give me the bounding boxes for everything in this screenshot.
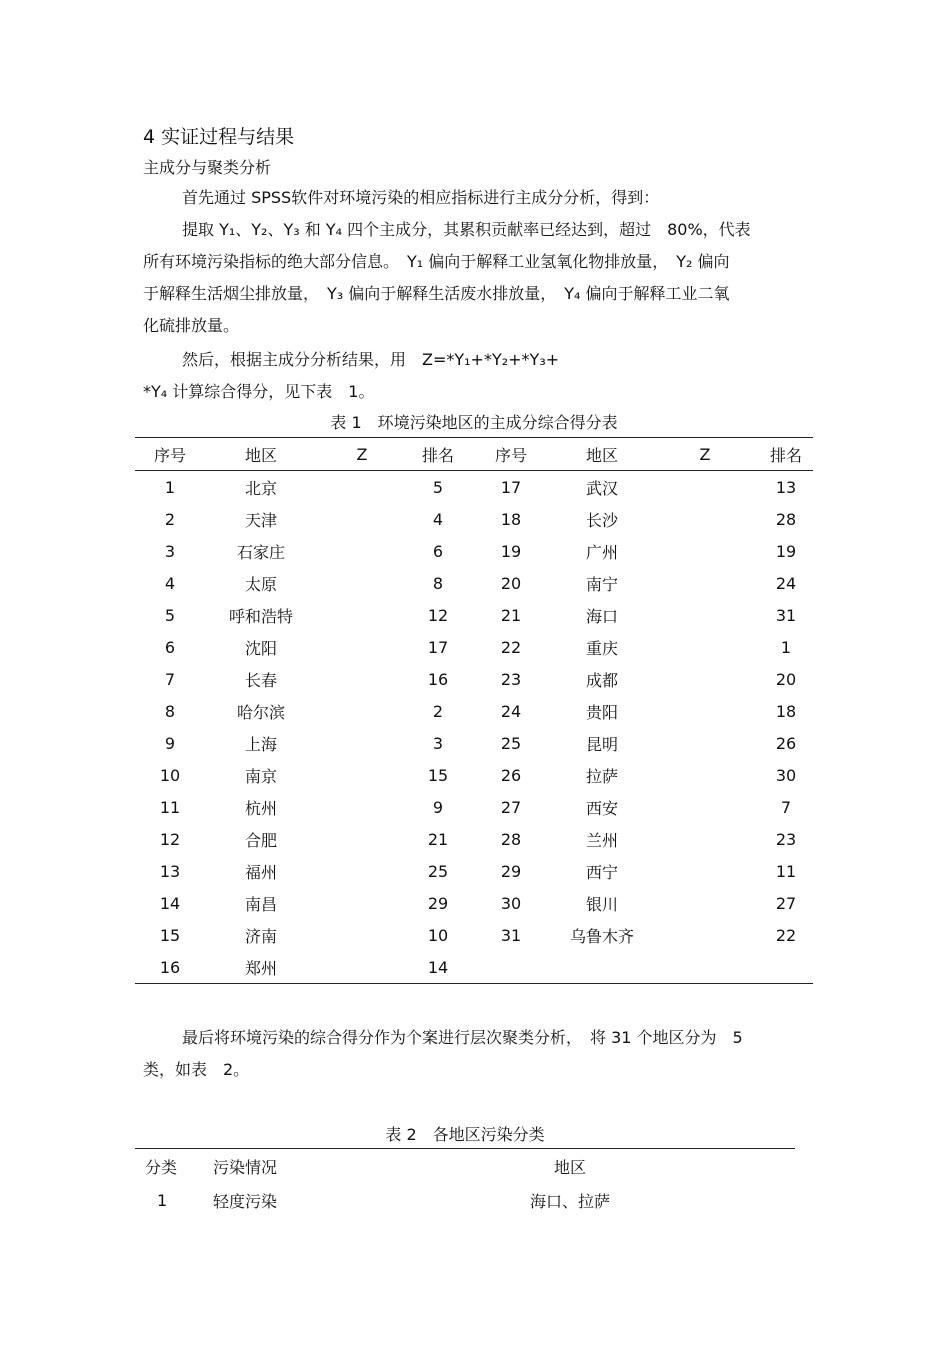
- table-cell: 29: [427, 893, 449, 913]
- table-row: [135, 1183, 795, 1217]
- table-cell: 乌鲁木齐: [569, 926, 634, 946]
- table-row: [135, 631, 813, 663]
- paragraph-line: 所有环境污染指标的绝大部分信息。 Y₁ 偏向于解释工业氢氧化物排放量， Y₂ 偏向: [143, 252, 730, 271]
- table-cell: [651, 823, 759, 855]
- table-cell: 15: [427, 765, 449, 785]
- paragraph-line: *Y₄ 计算综合得分，见下表 1。: [143, 382, 375, 401]
- paragraph-line: 然后，根据主成分分析结果，用 Z=*Y₁+*Y₂+*Y₃+: [182, 350, 560, 369]
- table-cell: 贵阳: [585, 702, 618, 722]
- table-cell: 30: [775, 765, 797, 785]
- table-cell: 成都: [585, 670, 618, 690]
- table-row: [135, 599, 813, 631]
- table-cell: [651, 951, 759, 984]
- table-cell: 郑州: [244, 958, 277, 978]
- table-cell: 重庆: [585, 638, 618, 658]
- table-cell: [651, 727, 759, 759]
- section-heading: 4 实证过程与结果: [143, 126, 295, 148]
- table-cell: 海口、拉萨: [529, 1191, 610, 1211]
- table-row: [135, 727, 813, 759]
- table-cell: 27: [500, 797, 522, 817]
- table-body: [135, 471, 813, 984]
- table-cell: 28: [775, 509, 797, 529]
- table-cell: 7: [780, 797, 792, 817]
- table-cell: [651, 663, 759, 695]
- table-row: [135, 695, 813, 727]
- table-cell: 31: [500, 925, 522, 945]
- table-row: [135, 759, 813, 791]
- table-cell: 4: [164, 573, 176, 593]
- table-cell: 石家庄: [236, 542, 285, 562]
- table-body: [135, 1183, 795, 1217]
- table-cell: 10: [159, 765, 181, 785]
- table-cell: 12: [427, 605, 449, 625]
- table-row: [135, 855, 813, 887]
- table-cell: [651, 919, 759, 951]
- table-cell: [651, 535, 759, 567]
- table-cell: [651, 503, 759, 535]
- table-cell: 长沙: [585, 510, 618, 530]
- table-cell: 30: [500, 893, 522, 913]
- table-cell: 25: [500, 733, 522, 753]
- table-cell: [651, 599, 759, 631]
- table-header-row: [135, 1149, 795, 1184]
- paragraph-cluster: [143, 1022, 808, 1086]
- table-cell: 17: [500, 477, 522, 497]
- paragraph-formula: [143, 344, 808, 408]
- table-cell: 6: [164, 637, 176, 657]
- table-cell: 16: [159, 957, 181, 977]
- table-cell: 5: [164, 605, 176, 625]
- table-cell: [317, 471, 407, 504]
- table-cell: 25: [427, 861, 449, 881]
- table-cell: [317, 727, 407, 759]
- table-row: [135, 567, 813, 599]
- table-cell: 广州: [585, 542, 618, 562]
- table-cell: 14: [159, 893, 181, 913]
- table-cell: 14: [427, 957, 449, 977]
- table-cell: [317, 951, 407, 984]
- table-cell: 上海: [244, 734, 277, 754]
- table-cell: 武汉: [585, 478, 618, 498]
- table-cell: 1: [164, 477, 176, 497]
- table-cell: [759, 951, 813, 984]
- table-cell: [317, 567, 407, 599]
- table-cell: 拉萨: [585, 766, 618, 786]
- table-cell: 西宁: [585, 862, 618, 882]
- table-cell: 西安: [585, 798, 618, 818]
- table-cell: [651, 631, 759, 663]
- table-cell: 24: [500, 701, 522, 721]
- table-cell: 北京: [244, 478, 277, 498]
- table-cell: 22: [775, 925, 797, 945]
- header-cell: 地区: [585, 445, 618, 465]
- paragraph-line: 类，如表 2。: [143, 1060, 250, 1079]
- table-cell: [317, 759, 407, 791]
- table-cell: [651, 695, 759, 727]
- table-cell: 呼和浩特: [228, 606, 293, 626]
- table-cell: 22: [500, 637, 522, 657]
- table-cell: 31: [775, 605, 797, 625]
- table-cell: [317, 503, 407, 535]
- header-cell: 序号: [153, 445, 186, 465]
- table-cell: 1: [157, 1190, 168, 1210]
- table-cell: 海口: [585, 606, 618, 626]
- table-cell: 21: [427, 829, 449, 849]
- paragraph-line: 于解释生活烟尘排放量， Y₃ 偏向于解释生活废水排放量， Y₄ 偏向于解释工业二氧: [143, 284, 730, 303]
- paragraph-line: 首先通过 SPSS软件对环境污染的相应指标进行主成分分析，得到：: [182, 188, 660, 207]
- table-cell: 3: [432, 733, 444, 753]
- header-cell: 地区: [553, 1157, 586, 1177]
- table-cell: 19: [775, 541, 797, 561]
- table-row: [135, 791, 813, 823]
- table-cell: 12: [159, 829, 181, 849]
- table-cell: [651, 471, 759, 504]
- paragraph-line: 提取 Y₁、Y₂、Y₃ 和 Y₄ 四个主成分，其累积贡献率已经达到，超过 80%，代表: [182, 220, 751, 239]
- header-cell: Z: [356, 444, 368, 464]
- table-cell: [317, 887, 407, 919]
- table-cell: 2: [432, 701, 444, 721]
- table-row: [135, 823, 813, 855]
- header-cell: Z: [699, 444, 711, 464]
- paragraph-line: 化硫排放量。: [143, 316, 240, 335]
- table-cell: [317, 855, 407, 887]
- table-row: [135, 503, 813, 535]
- table-cell: 哈尔滨: [236, 702, 285, 722]
- table-cell: 南京: [244, 766, 277, 786]
- table-cell: 太原: [244, 574, 277, 594]
- table-cell: 轻度污染: [213, 1191, 278, 1211]
- table-cell: 昆明: [585, 734, 618, 754]
- table-cell: [651, 791, 759, 823]
- table-cell: [553, 951, 651, 984]
- table-cell: 南宁: [585, 574, 618, 594]
- table-cell: 29: [500, 861, 522, 881]
- table-cell: 福州: [244, 862, 277, 882]
- table-cell: 8: [432, 573, 444, 593]
- header-cell: 序号: [494, 445, 527, 465]
- table-row: [135, 663, 813, 695]
- table-cell: [317, 695, 407, 727]
- table-cell: 20: [500, 573, 522, 593]
- paragraph-intro: [143, 182, 808, 214]
- table-cell: 15: [159, 925, 181, 945]
- table-cell: 济南: [244, 926, 277, 946]
- table2-caption: 表 2 各地区污染分类: [385, 1125, 545, 1144]
- table-row: [135, 471, 813, 504]
- table-cell: 5: [432, 477, 444, 497]
- header-cell: 地区: [244, 445, 277, 465]
- table-cell: 3: [164, 541, 176, 561]
- table-cell: 13: [775, 477, 797, 497]
- table-cell: 16: [427, 669, 449, 689]
- table-cell: 10: [427, 925, 449, 945]
- table-cell: 8: [164, 701, 176, 721]
- header-cell: 排名: [421, 445, 454, 465]
- table-cell: 18: [500, 509, 522, 529]
- table-cell: 19: [500, 541, 522, 561]
- table-cell: 沈阳: [244, 638, 277, 658]
- table-cell: 兰州: [585, 830, 618, 850]
- table-cell: 20: [775, 669, 797, 689]
- classification-table: [135, 1148, 795, 1217]
- table-row: [135, 535, 813, 567]
- table-cell: 杭州: [244, 798, 277, 818]
- paragraph-line: 最后将环境污染的综合得分作为个案进行层次聚类分析， 将 31 个地区分为 5: [182, 1028, 743, 1047]
- table-cell: [651, 567, 759, 599]
- table-cell: 21: [500, 605, 522, 625]
- table-cell: 11: [775, 861, 797, 881]
- table-cell: [317, 919, 407, 951]
- table-cell: [317, 823, 407, 855]
- table-row: [135, 951, 813, 984]
- table-row: [135, 887, 813, 919]
- table-cell: [651, 855, 759, 887]
- table-cell: 4: [432, 509, 444, 529]
- table-cell: 23: [500, 669, 522, 689]
- table-cell: 合肥: [244, 830, 277, 850]
- table-cell: 银川: [585, 894, 618, 914]
- paragraph-components: [143, 214, 808, 342]
- table-cell: [317, 791, 407, 823]
- table-cell: 南昌: [244, 894, 277, 914]
- section-subheading: 主成分与聚类分析: [143, 158, 272, 177]
- table-cell: 天津: [244, 510, 277, 530]
- table-cell: 28: [500, 829, 522, 849]
- header-cell: 污染情况: [213, 1157, 278, 1177]
- table-cell: 23: [775, 829, 797, 849]
- table-header-row: [135, 438, 813, 471]
- table-cell: 6: [432, 541, 444, 561]
- table1-caption: 表 1 环境污染地区的主成分综合得分表: [330, 413, 618, 432]
- table-cell: 7: [164, 669, 176, 689]
- table-cell: 11: [159, 797, 181, 817]
- table-cell: 26: [500, 765, 522, 785]
- table-cell: 2: [164, 509, 176, 529]
- table-cell: 9: [164, 733, 176, 753]
- table-cell: [317, 663, 407, 695]
- header-cell: 分类: [145, 1157, 178, 1177]
- table-cell: 27: [775, 893, 797, 913]
- table-cell: 26: [775, 733, 797, 753]
- table-cell: 24: [775, 573, 797, 593]
- table-cell: 长春: [244, 670, 277, 690]
- table-cell: [317, 599, 407, 631]
- table-cell: [651, 887, 759, 919]
- table-cell: [317, 535, 407, 567]
- table-cell: 9: [432, 797, 444, 817]
- table-cell: 17: [427, 637, 449, 657]
- table-cell: [317, 631, 407, 663]
- table-cell: [651, 759, 759, 791]
- table-cell: 13: [159, 861, 181, 881]
- table-cell: 1: [780, 637, 792, 657]
- score-table: [135, 437, 813, 984]
- table-cell: 18: [775, 701, 797, 721]
- table-row: [135, 919, 813, 951]
- table-cell: [469, 951, 553, 984]
- header-cell: 排名: [769, 445, 802, 465]
